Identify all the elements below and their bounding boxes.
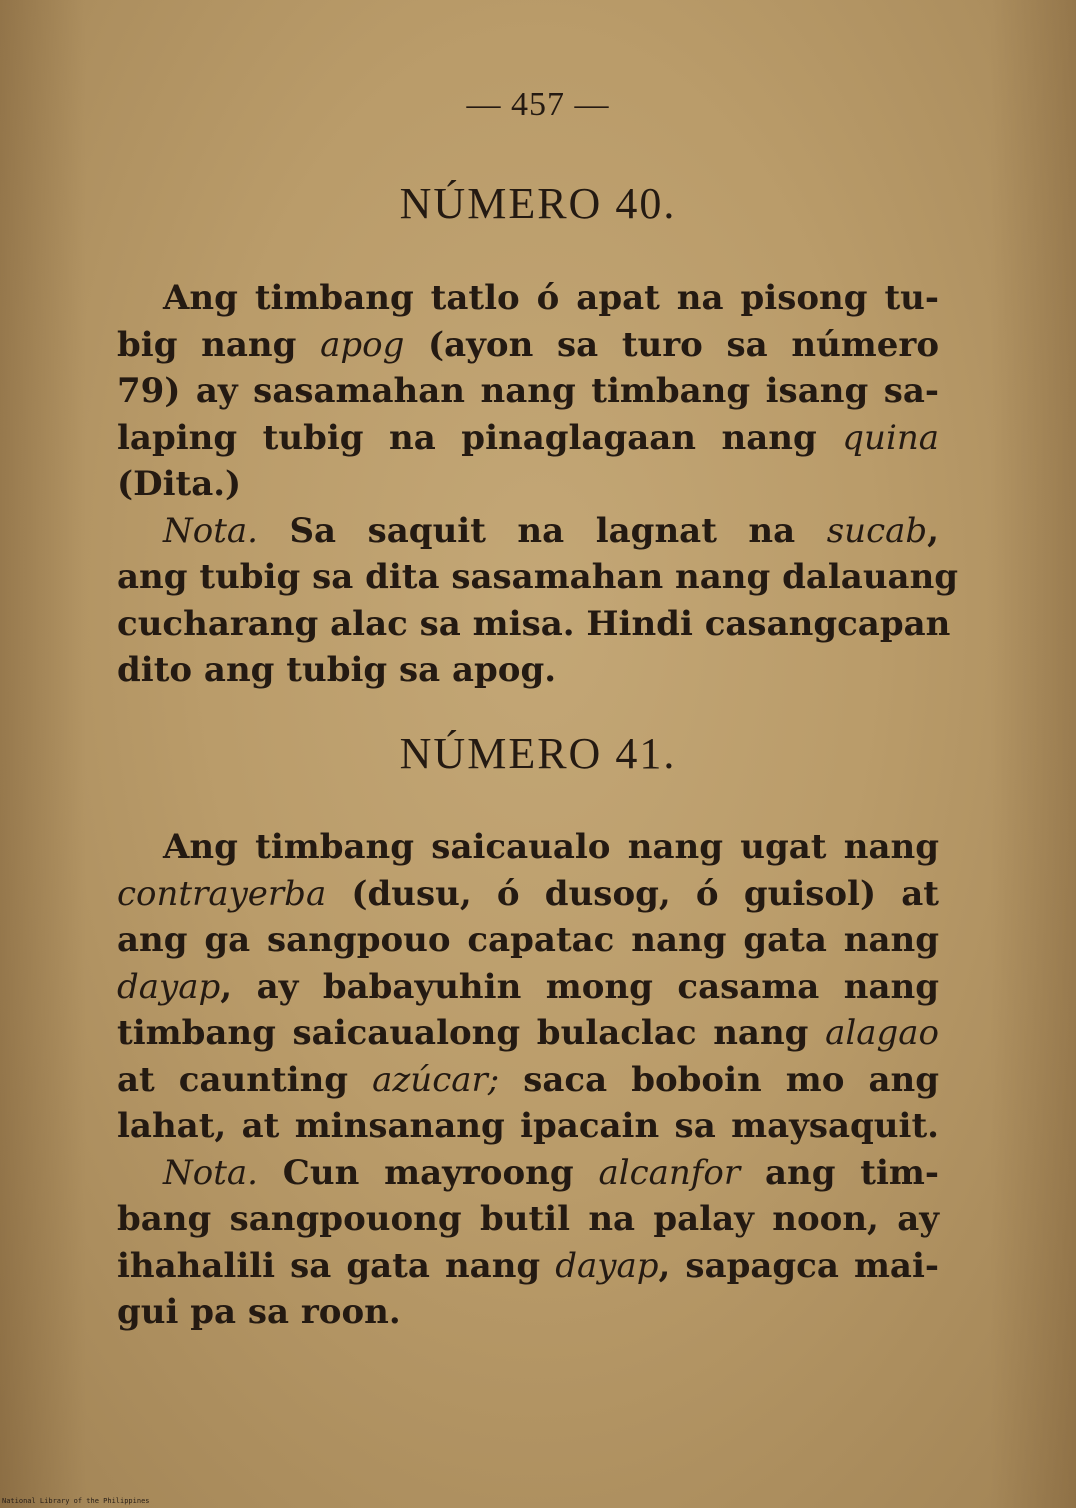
italic-text: dayap [117, 966, 221, 1007]
body-text: ihahalili sa gata nang [117, 1245, 556, 1286]
italic-text: sucab [826, 510, 928, 551]
body-text: (Dita.) [117, 464, 242, 504]
text-line [117, 508, 939, 555]
italic-text: alagao [825, 1013, 939, 1053]
italic-text: contrayerba [117, 873, 327, 914]
text-line [117, 1243, 939, 1290]
text-line [117, 554, 959, 601]
section-body-41 [117, 824, 939, 1336]
text-line [117, 647, 939, 694]
body-text: Sa saquit na lagnat na [257, 510, 827, 551]
body-text: lahat, at minsanang ipacain sa maysaquit. [117, 1106, 939, 1146]
text-line [117, 824, 939, 871]
italic-text: apog [320, 324, 405, 365]
body-text: bang sangpouong butil na palay noon, ay [117, 1199, 939, 1239]
body-text: laping tubig na pinaglagaan nang [117, 417, 843, 458]
body-text: ang tim- [740, 1152, 939, 1193]
body-text: , ay babayuhin mong casama nang [220, 966, 939, 1007]
body-text: saca boboin mo ang [499, 1059, 939, 1100]
text-line [117, 415, 939, 462]
text-line [117, 1289, 939, 1336]
body-text: 79) ay sasamahan nang timbang isang sa- [117, 371, 939, 411]
body-text: (ayon sa turo sa número [404, 324, 939, 365]
section-heading-40: NÚMERO 40. [399, 179, 677, 228]
body-text: Ang timbang tatlo ó apat na pisong tu- [163, 278, 939, 318]
section-body-40 [117, 275, 959, 694]
body-text: , [927, 510, 939, 551]
body-text: dito ang tubig sa apog. [117, 650, 557, 690]
body-text: big nang [117, 324, 321, 365]
text-line [117, 917, 939, 964]
text-line [117, 964, 939, 1011]
library-footer: National Library of the Philippines [2, 1497, 150, 1505]
text-line [117, 1057, 939, 1104]
text-line [117, 871, 939, 918]
body-text: ang tubig sa dita sasamahan nang dalauang [117, 557, 959, 597]
body-text: Cun mayroong [257, 1152, 599, 1193]
text-line [117, 1150, 939, 1197]
text-line [117, 275, 939, 322]
body-text: (dusu, ó dusog, ó guisol) at [326, 873, 939, 914]
body-text: gui pa sa roon. [117, 1292, 401, 1332]
text-line [117, 1196, 939, 1243]
text-line [117, 368, 939, 415]
text-line [117, 461, 939, 508]
body-text: cucharang alac sa misa. Hindi casangcapan [117, 603, 951, 644]
body-text: at caunting [117, 1059, 373, 1100]
body-text: timbang saicaualong bulaclac nang [117, 1013, 826, 1053]
italic-text: alcanfor [598, 1152, 741, 1193]
body-text: , sapagca mai- [658, 1245, 939, 1286]
text-line [117, 601, 951, 648]
text-line [117, 1103, 939, 1150]
italic-text: azúcar; [372, 1059, 500, 1100]
italic-text: Nota. [163, 510, 258, 551]
text-line [117, 1010, 939, 1057]
italic-text: dayap [555, 1245, 659, 1286]
text-line [117, 322, 939, 369]
body-text: ang ga sangpouo capatac nang gata nang [117, 920, 939, 960]
body-text: Ang timbang saicaualo nang ugat nang [163, 827, 939, 867]
italic-text: Nota. [163, 1152, 258, 1193]
section-heading-41: NÚMERO 41. [399, 729, 677, 778]
italic-text: quina [842, 417, 939, 458]
page-number: — 457 — [466, 86, 610, 123]
